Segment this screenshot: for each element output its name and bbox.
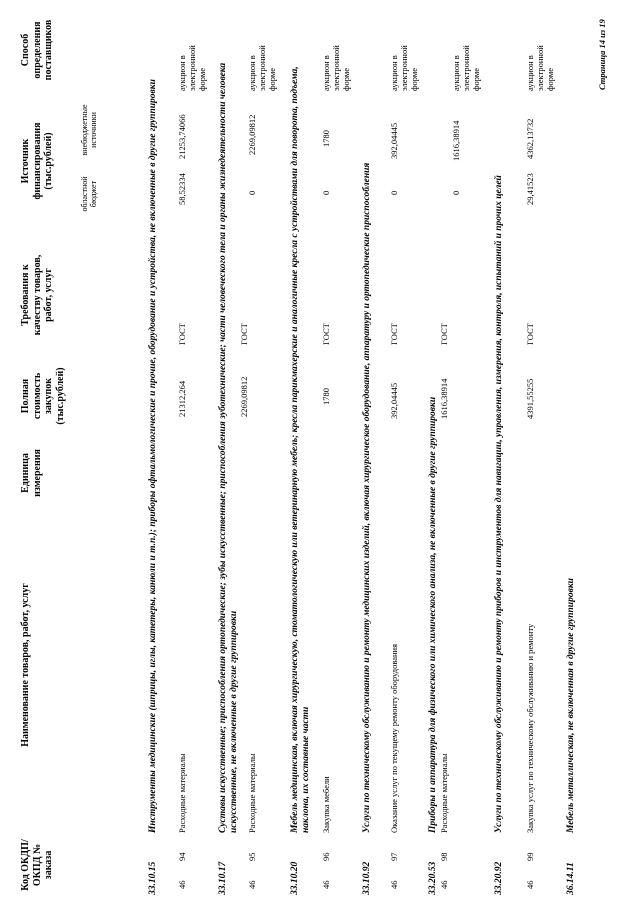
row-extrabudget: 392,04445 <box>389 122 399 159</box>
row-name: Расходные материалы <box>247 753 257 833</box>
row-number: 96 <box>321 852 331 861</box>
row-year: 46 <box>247 880 257 889</box>
row-cost: 21312,264 <box>177 380 187 417</box>
row-number: 99 <box>525 852 535 861</box>
row-method: аукцион в электронной форме <box>451 45 481 91</box>
row-name: Закупка услуг по техническому обслуживанию и ремонту <box>525 623 535 833</box>
section-code: 33.10.15 <box>148 861 158 895</box>
row-extrabudget: 1780 <box>321 130 331 147</box>
row-requirement: ГОСТ <box>321 323 331 345</box>
row-extrabudget: 1616,38914 <box>451 120 461 161</box>
row-cost: 1780 <box>321 388 331 405</box>
section-title: Инструменты медицинские (шприцы, иглы, катетеры, канюли и т.п.); приборы офтальмологические и прочие, оборудование и устройства, не включенные в другие группировки <box>148 79 158 833</box>
section-code: 33.10.92 <box>362 861 372 895</box>
row-cost: 392,04445 <box>389 382 399 419</box>
row-cost: 4391,55255 <box>525 378 535 419</box>
row-cost: 1616,38914 <box>439 378 449 419</box>
row-number: 97 <box>389 852 399 861</box>
row-requirement: ГОСТ <box>439 323 449 345</box>
row-method: аукцион в электронной форме <box>321 45 351 91</box>
section-title: Услуги по техническому обслуживанию и ремонту медицинских изделий, включая хирургическое оборудование, аппаратуру и ортопедические приспособления <box>362 162 372 833</box>
row-requirement: ГОСТ <box>177 323 187 345</box>
section-code: 33.10.20 <box>290 861 300 895</box>
section-code: 36.14.11 <box>566 862 576 895</box>
header-method: Способ определения поставщиков <box>20 19 54 81</box>
header-cost: Полная стоимость закупок (тыс.рублей) <box>20 367 66 425</box>
row-method: аукцион в электронной форме <box>177 45 207 91</box>
section-code: 33.20.53 <box>428 861 438 895</box>
row-regional: 0 <box>247 190 257 195</box>
row-requirement: ГОСТ <box>389 323 399 345</box>
row-requirement: ГОСТ <box>525 323 535 345</box>
header-code: Код ОКДП/ ОКПД № заказа <box>20 839 54 891</box>
header-source: Источник финансирования (тыс.рублей) <box>20 122 54 200</box>
row-method: аукцион в электронной форме <box>389 45 419 91</box>
row-regional: 0 <box>321 190 331 195</box>
row-name: Оказание услуг по текущему ремонту оборудования <box>389 643 399 833</box>
section-code: 33.10.17 <box>218 861 228 895</box>
row-extrabudget: 21253,74066 <box>177 114 187 159</box>
section-title: Мебель медицинская, включая хирургическую, стоматологическую или ветеринарную мебель; кресла парикмахерские и аналогичные кресла с устройствами для поворота, подъема, наклона, их составные части <box>290 66 312 833</box>
row-name: Закупка мебели <box>321 776 331 833</box>
row-year: 46 <box>389 880 399 889</box>
row-extrabudget: 4362,13732 <box>525 118 535 159</box>
row-name: Расходные материалы <box>439 753 449 833</box>
page-number: Страница 14 из 19 <box>597 19 607 90</box>
header-source-regional: областной бюджет <box>80 176 99 212</box>
row-number: 94 <box>177 852 187 861</box>
header-requirements: Требования к качеству товаров, работ, услуг <box>20 254 54 336</box>
row-requirement: ГОСТ <box>239 323 249 345</box>
section-code: 33.20.92 <box>494 861 504 895</box>
section-title: Мебель металлическая, не включенная в другие группировки <box>566 578 576 833</box>
section-title: Суставы искусственные; приспособления ортопедические; зубы искусственные; приспособления зуботехнические; части человеческого тела и органы жизнедеятельности человека искусственные, не включенные в другие группировки <box>218 62 240 833</box>
row-year: 46 <box>525 880 535 889</box>
row-year: 46 <box>321 880 331 889</box>
row-regional: 0 <box>389 190 399 195</box>
row-name: Расходные материалы <box>177 753 187 833</box>
row-regional: 58,52334 <box>177 173 187 205</box>
row-method: аукцион в электронной форме <box>525 45 555 91</box>
row-number: 95 <box>247 852 257 861</box>
row-cost: 2269,09812 <box>239 376 249 417</box>
header-unit: Единица измерения <box>20 449 43 497</box>
header-source-extrabudget: внебюджетные источники <box>80 104 99 156</box>
row-method: аукцион в электронной форме <box>247 45 277 91</box>
row-extrabudget: 2269,09812 <box>247 114 257 155</box>
row-year: 46 <box>177 880 187 889</box>
row-number: 98 <box>439 852 449 861</box>
row-regional: 0 <box>451 190 461 195</box>
section-title: Услуги по техническому обслуживанию и ремонту приборов и инструментов для навигации, управления, измерения, контроля, испытаний и прочих целей <box>494 175 504 833</box>
row-year: 46 <box>439 880 449 889</box>
row-regional: 29,41523 <box>525 173 535 205</box>
section-title: Приборы и аппаратура для физического или химического анализа, не включенные в другие группировки <box>428 396 438 833</box>
header-name: Наименование товаров, работ, услуг <box>20 583 31 747</box>
